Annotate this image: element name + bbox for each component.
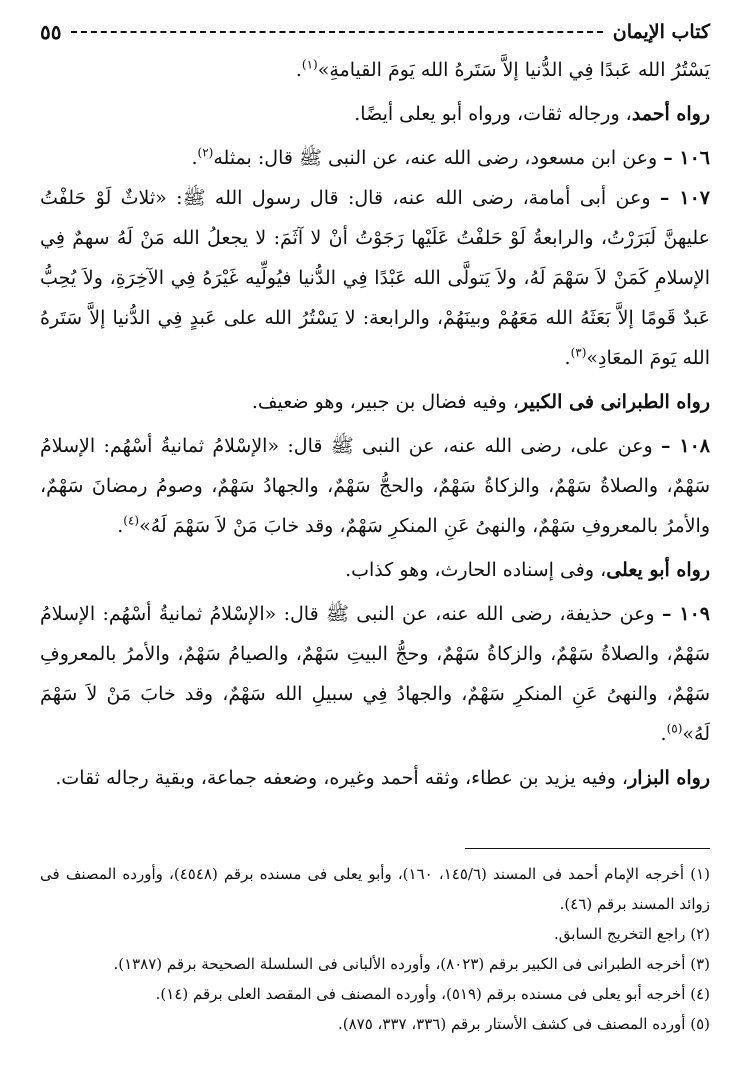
footnote-text: أورده المصنف فى كشف الأستار برقم (٣٣٦، ٣٣٧، ٨٧٥). — [337, 1015, 686, 1033]
period: . — [660, 723, 667, 745]
footnote-ref-2: (٢) — [197, 145, 214, 160]
source-text-1: ، ورجاله ثقات، ورواه أبو يعلى أيضًا. — [354, 103, 632, 125]
footnote-number: (٥) — [690, 1015, 710, 1033]
footnote-ref-3: (٣) — [570, 345, 587, 360]
footnote-number: (١) — [690, 865, 711, 883]
footnote-2 — [40, 919, 710, 949]
footnote-ref-5: (٥) — [666, 721, 683, 736]
footnote-number: (٢) — [690, 925, 710, 943]
footnote-separator — [465, 848, 710, 849]
source-name-1: رواه أحمد — [631, 103, 710, 125]
hadith-number-109: ١٠٩ – — [661, 603, 710, 625]
hadith-text-107: وعن أبى أمامة، رضى الله عنه، قال: قال رسول الله ﷺ: «ثلاثٌ لَوْ حَلفْتُ عليهنَّ لَبَرَرْتُ، والرابعةُ لَوْ حَلفْتُ عَلَيْها رَجَوْتُ أنْ لا آثَمَ: لا يجعلُ الله مَنْ لَهُ سهمٌ فِي الإسلامِ كَمَنْ لاَ سَهْمَ لَهُ، ولاَ يَتولَّى الله عَبْدًا فِي الدُّنيا فيُولِّيه غَيْرَهُ فِي الآخِرَةِ، ولاَ يُحِبُّ عَبدٌ قَومًا إلاَّ بَعَثَهُ الله مَعَهُمْ وبينَهُمْ، والرابعة: لا يَسْتُرُ الله على عَبدٍ فِي الدُّنيا إلاَّ سَتَرهُ الله يَومَ المعَادِ» — [40, 187, 710, 369]
page-number: ٥٥ — [40, 20, 62, 44]
continuation-line — [40, 50, 710, 90]
footnote-ref-4: (٤) — [123, 513, 140, 528]
source-name-4: رواه البزار — [628, 767, 710, 789]
footnotes-section — [40, 830, 710, 1039]
hadith-number-108: ١٠٨ – — [660, 435, 710, 457]
source-note-2 — [40, 382, 710, 422]
footnote-ref-1: (١) — [301, 57, 318, 72]
footnote-text: أخرجه الإمام أحمد فى المسند (١٤٥/٦، ١٦٠)، وأبو يعلى فى مسنده برقم (٤٥٤٨)، وأورده المصنف فى زوائد المسند برقم (٤٦). — [40, 865, 710, 913]
hadith-text-106: وعن ابن مسعود، رضى الله عنه، عن النبى ﷺ قال: بمثله — [213, 147, 664, 169]
hadith-text-109: وعن حذيفة، رضى الله عنه، عن النبى ﷺ قال: «الإسْلامُ ثمانيةُ أسْهُم: الإسلامُ سَهْمٌ، والصلاةُ سَهْمٌ، والزكاةُ سَهْمٌ، وحجُّ البيتِ سَهْمٌ، والصيامُ سَهْمٌ، والأمرُ بالمعروفِ سَهْمٌ، والنهىُ عَنِ المنكرِ سَهْمٌ، والجهادُ فِي سبيلِ الله سَهْمٌ، وقد خابَ مَنْ لاَ سَهْمَ لَهُ» — [40, 603, 710, 745]
period: . — [191, 147, 198, 169]
footnote-4 — [40, 979, 710, 1009]
source-note-3 — [40, 550, 710, 590]
footnote-number: (٣) — [690, 955, 710, 973]
footnote-number: (٤) — [690, 985, 710, 1003]
period: . — [295, 59, 302, 81]
source-note-1 — [40, 94, 710, 134]
source-name-2: رواه الطبرانى فى الكبير — [518, 391, 710, 413]
footnote-1 — [40, 859, 710, 919]
hadith-number-107: ١٠٧ – — [659, 187, 710, 209]
hadith-109 — [40, 594, 710, 754]
running-header — [40, 14, 710, 50]
footnote-text: أخرجه الطبرانى فى الكبير برقم (٨٠٢٣)، وأورده الألبانى فى السلسلة الصحيحة برقم (١٣٨٧). — [113, 955, 686, 973]
footnote-3 — [40, 949, 710, 979]
hadith-number-106: ١٠٦ – — [663, 147, 710, 169]
hadith-107 — [40, 178, 710, 378]
chapter-title: كتاب الإيمان — [612, 21, 710, 43]
source-text-4: ، وفيه يزيد بن عطاء، وثقه أحمد وغيره، وضعفه جماعة، وبقية رجاله ثقات. — [55, 767, 629, 789]
source-text-3: ، وفى إسناده الحارث، وهو كذاب. — [345, 559, 607, 581]
source-note-4 — [40, 758, 710, 798]
footnote-text: راجع التخريج السابق. — [554, 925, 686, 943]
period: . — [564, 347, 571, 369]
source-name-3: رواه أبو يعلى — [606, 559, 710, 581]
hadith-text-108: وعن على، رضى الله عنه، عن النبى ﷺ قال: «الإسْلامُ ثمانيةُ أسْهُم: الإسلامُ سَهْمٌ، والصلاةُ سَهْمٌ، والزكاةُ سَهْمٌ، والحجُّ سَهْمٌ، والجهادُ سَهْمٌ، وصومُ رمضانَ سَهْمٌ، والأمرُ بالمعروفِ سَهْمٌ، والنهىُ عَنِ المنكرِ سَهْمٌ، وقد خابَ مَنْ لاَ سَهْمَ لَهُ» — [40, 435, 710, 537]
continuation-text: يَسْتُرُ الله عَبدًا فِي الدُّنيا إلاَّ سَتَرهُ الله يَومَ القيامةِ» — [317, 59, 710, 81]
footnote-5 — [40, 1009, 710, 1039]
hadith-106 — [40, 138, 710, 178]
source-text-2: ، وفيه فضال بن جبير، وهو ضعيف. — [251, 391, 519, 413]
footnote-text: أخرجه أبو يعلى فى مسنده برقم (٥١٩)، وأورده المصنف فى المقصد العلى برقم (١٤). — [155, 985, 686, 1003]
header-rule — [71, 31, 602, 33]
period: . — [117, 515, 124, 537]
page-body — [40, 14, 710, 802]
hadith-108 — [40, 426, 710, 546]
